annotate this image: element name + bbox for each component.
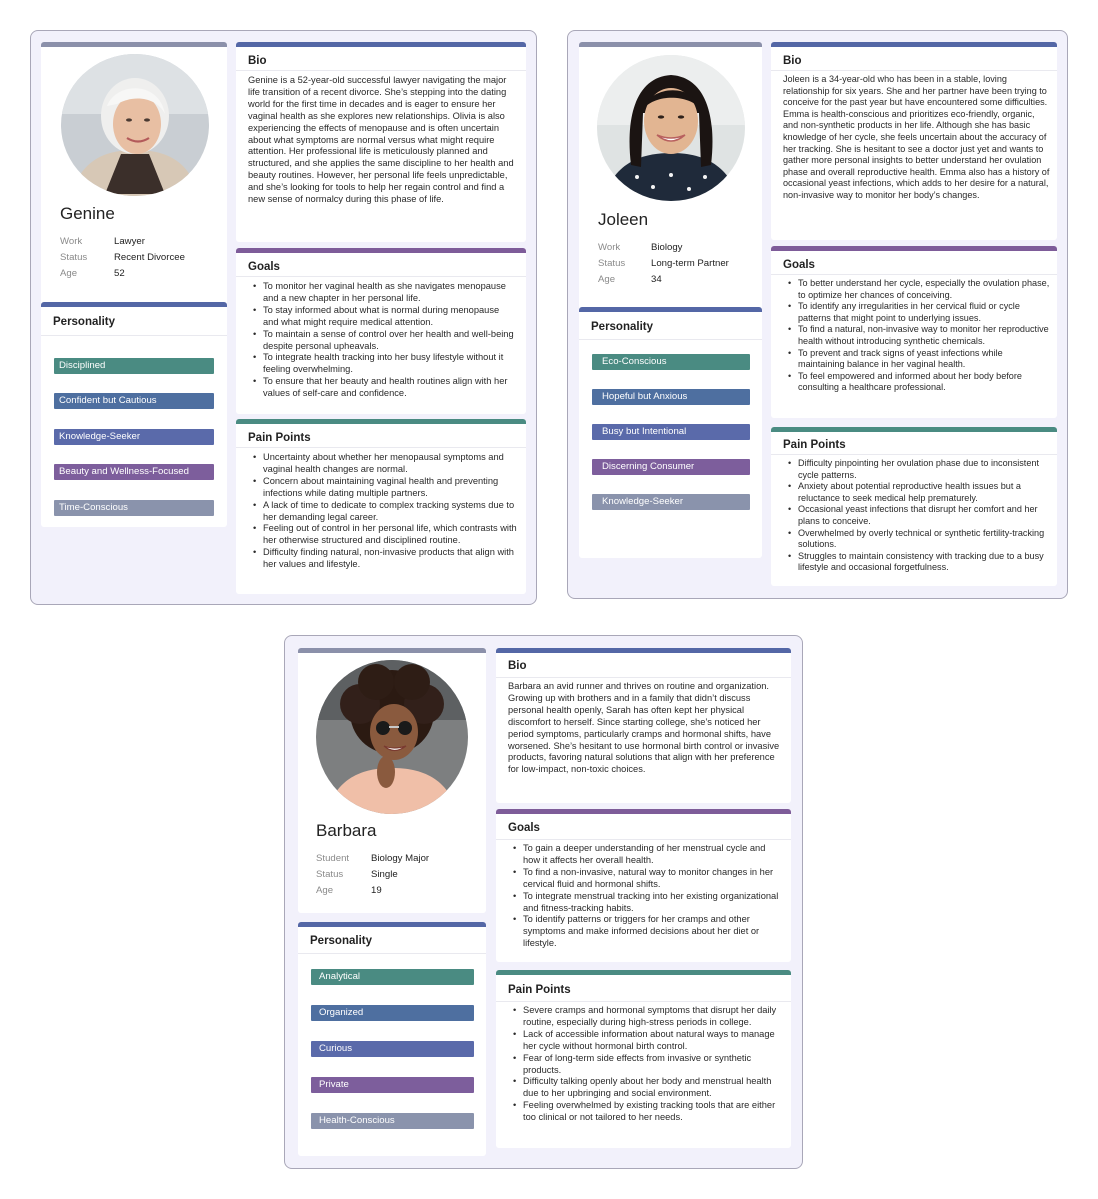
- fact-row: [316, 867, 429, 883]
- fact-value: Single: [371, 869, 398, 880]
- fact-label: Status: [598, 258, 626, 269]
- trait-tag: Discerning Consumer: [592, 459, 750, 475]
- list-item: • Concern about maintaining vaginal health and preventing infections while dating multiple partners.: [253, 476, 517, 500]
- section-divider: [236, 447, 526, 448]
- list-item: • To find a non-invasive, natural way to monitor changes in her cervical fluid and hormonal shifts.: [513, 867, 783, 891]
- card-accent-bar: [496, 809, 791, 814]
- list-item: • To prevent and track signs of yeast infections while maintaining balance in her vaginal health.: [788, 348, 1050, 371]
- pain-points-list: [788, 458, 1050, 574]
- list-item: • To monitor her vaginal health as she navigates menopause and a new chapter in her personal life.: [253, 281, 517, 305]
- avatar-photo: [316, 660, 468, 814]
- fact-value: Long-term Partner: [651, 258, 729, 269]
- list-item: • To stay informed about what is normal during menopause and what might require medical attention.: [253, 305, 517, 329]
- fact-value: Lawyer: [114, 236, 145, 247]
- card-accent-bar: [579, 307, 762, 312]
- list-item: • To identify patterns or triggers for her cramps and other symptoms and make informed decisions about her diet or lifestyle.: [513, 914, 783, 950]
- list-item: • To identify any irregularities in her cervical fluid or cycle patterns that might point to underlying issues.: [788, 301, 1050, 324]
- bio-title: Bio: [508, 660, 527, 672]
- fact-row: [60, 234, 185, 250]
- section-divider: [236, 276, 526, 277]
- fact-label: Age: [598, 274, 616, 285]
- bio-text: Joleen is a 34-year-old who has been in a stable, loving relationship for six years. She and her partner have been trying to conceive for the past year but have encountered some difficulties. Emma is health-conscious and prioritizes eco-friendly, organic, and non-synthetic products in her life. Although she has basic knowledge of her cycle, she feels uncertain about the accuracy of her tracking. She is hesitant to see a doctor just yet and wants to gather more personal insights to better understand her ovulation phase and overall reproductive health. Emma also has a history of occasional yeast infections, which adds to her desire for a natural, non-invasive way to monitor her body’s changes.: [783, 74, 1050, 200]
- list-item: • To ensure that her beauty and health routines align with her values of self-care and confidence.: [253, 376, 517, 400]
- card-accent-bar: [298, 648, 486, 653]
- card-accent-bar: [771, 246, 1057, 251]
- fact-label: Age: [316, 885, 334, 896]
- bio-text: Barbara an avid runner and thrives on routine and organization. Growing up with brothers and in a family that didn’t discuss personal health openly, Sarah has often kept her physical discomfort to herself. Since starting college, she’s noticed her period symptoms, particularly cramps and hormonal shifts, have worsened. She’s hesitant to use hormonal birth control or invasive products, favoring natural solutions that align with her preference for low-impact, non-toxic choices.: [508, 681, 780, 775]
- fact-value: Biology: [651, 242, 683, 253]
- fact-value: 19: [371, 885, 382, 896]
- bio-text: Genine is a 52-year-old successful lawyer navigating the major life transition of a recent divorce. She’s stepping into the dating world for the first time in decades and is eager to ensure her vaginal health as she explores new relationships. Olivia is also experiencing the effects of menopause and is often uncertain about what symptoms are normal versus what might require attention. Her professional life is meticulously planned and structured, and she applies the same discipline to her health and beauty routines. However, her personal life feels unpredictable, and she’s looking for tools to help her regain control and find a new sense of normalcy during this phase of life.: [248, 75, 514, 205]
- list-item: • Feeling overwhelmed by existing tracking tools that are either too clinical or not tailored to her needs.: [513, 1100, 783, 1124]
- trait-tag: Time-Conscious: [54, 500, 214, 516]
- list-item: • Anxiety about potential reproductive health issues but a reluctance to seek medical help prematurely.: [788, 481, 1050, 504]
- fact-label: Work: [60, 236, 83, 247]
- section-divider: [496, 1001, 791, 1002]
- trait-tag: Private: [311, 1077, 474, 1093]
- trait-tag: Disciplined: [54, 358, 214, 374]
- card-accent-bar: [298, 922, 486, 927]
- persona-facts: [598, 240, 729, 288]
- section-divider: [771, 274, 1057, 275]
- pain-points-list: [513, 1005, 783, 1124]
- fact-row: [598, 272, 729, 288]
- fact-row: [316, 851, 429, 867]
- trait-tag: Hopeful but Anxious: [592, 389, 750, 405]
- goals-list: [253, 281, 517, 400]
- fact-label: Age: [60, 268, 78, 279]
- section-divider: [771, 454, 1057, 455]
- fact-label: Status: [60, 252, 88, 263]
- goals-title: Goals: [508, 822, 540, 834]
- pain-points-title: Pain Points: [248, 432, 311, 444]
- card-accent-bar: [41, 42, 227, 47]
- list-item: • Uncertainty about whether her menopausal symptoms and vaginal health changes are normal.: [253, 452, 517, 476]
- list-item: • To gain a deeper understanding of her menstrual cycle and how it affects her overall health.: [513, 843, 783, 867]
- pain-points-title: Pain Points: [783, 439, 846, 451]
- list-item: • Fear of long-term side effects from invasive or synthetic products.: [513, 1053, 783, 1077]
- trait-tag: Health-Conscious: [311, 1113, 474, 1129]
- list-item: • Overwhelmed by overly technical or synthetic fertility-tracking solutions.: [788, 528, 1050, 551]
- persona-card-genine: [30, 30, 537, 605]
- list-item: • Difficulty talking openly about her body and menstrual health due to her upbringing and social environment.: [513, 1076, 783, 1100]
- list-item: • Difficulty finding natural, non-invasive products that align with her values and lifestyle.: [253, 547, 517, 571]
- card-accent-bar: [579, 42, 762, 47]
- fact-value: Biology Major: [371, 853, 430, 864]
- personality-title: Personality: [53, 316, 115, 328]
- persona-name: Genine: [60, 204, 115, 223]
- persona-name: Barbara: [316, 821, 377, 840]
- goals-title: Goals: [783, 259, 815, 271]
- list-item: • Occasional yeast infections that disrupt her comfort and her plans to conceive.: [788, 504, 1050, 527]
- list-item: • To integrate menstrual tracking into her existing organizational and fitness-tracking habits.: [513, 891, 783, 915]
- section-divider: [496, 677, 791, 678]
- fact-row: [60, 250, 185, 266]
- section-divider: [496, 839, 791, 840]
- trait-tag: Eco-Conscious: [592, 354, 750, 370]
- trait-tag: Knowledge-Seeker: [592, 494, 750, 510]
- goals-list: [788, 278, 1050, 394]
- list-item: • A lack of time to dedicate to complex tracking systems due to her demanding legal career.: [253, 500, 517, 524]
- list-item: • Severe cramps and hormonal symptoms that disrupt her daily routine, especially during high-stress periods in college.: [513, 1005, 783, 1029]
- card-accent-bar: [236, 419, 526, 424]
- fact-row: [60, 266, 185, 282]
- section-divider: [579, 339, 762, 340]
- fact-label: Student: [316, 853, 350, 864]
- list-item: • Difficulty pinpointing her ovulation phase due to inconsistent cycle patterns.: [788, 458, 1050, 481]
- trait-tag: Organized: [311, 1005, 474, 1021]
- persona-facts: [60, 234, 185, 282]
- bio-title: Bio: [783, 55, 802, 67]
- trait-tag: Analytical: [311, 969, 474, 985]
- fact-label: Work: [598, 242, 621, 253]
- list-item: • To integrate health tracking into her busy lifestyle without it feeling overwhelming.: [253, 352, 517, 376]
- section-divider: [41, 335, 227, 336]
- personality-title: Personality: [310, 935, 372, 947]
- persona-name: Joleen: [598, 210, 649, 229]
- fact-row: [316, 883, 429, 899]
- persona-card-joleen: [567, 30, 1068, 599]
- pain-points-list: [253, 452, 517, 571]
- fact-value: 52: [114, 268, 125, 279]
- bio-title: Bio: [248, 55, 267, 67]
- trait-tag: Busy but Intentional: [592, 424, 750, 440]
- fact-row: [598, 256, 729, 272]
- section-divider: [771, 70, 1057, 71]
- card-accent-bar: [771, 427, 1057, 432]
- list-item: • To better understand her cycle, especially the ovulation phase, to optimize her chances of conceiving.: [788, 278, 1050, 301]
- avatar-photo: [61, 54, 209, 196]
- trait-tag: Curious: [311, 1041, 474, 1057]
- list-item: • Struggles to maintain consistency with tracking due to a busy lifestyle and occasional forgetfulness.: [788, 551, 1050, 574]
- card-accent-bar: [496, 648, 791, 653]
- list-item: • Feeling out of control in her personal life, which contrasts with her otherwise structured and disciplined routine.: [253, 523, 517, 547]
- trait-tag: Beauty and Wellness-Focused: [54, 464, 214, 480]
- card-accent-bar: [41, 302, 227, 307]
- fact-row: [598, 240, 729, 256]
- persona-facts: [316, 851, 429, 899]
- pain-points-title: Pain Points: [508, 984, 571, 996]
- section-divider: [298, 953, 486, 954]
- section-divider: [236, 70, 526, 71]
- persona-card-barbara: [284, 635, 803, 1169]
- list-item: • To maintain a sense of control over her health and well-being despite personal upheavals.: [253, 329, 517, 353]
- avatar-photo: [597, 55, 745, 201]
- goals-title: Goals: [248, 261, 280, 273]
- card-accent-bar: [496, 970, 791, 975]
- personality-title: Personality: [591, 321, 653, 333]
- list-item: • To feel empowered and informed about her body before consulting a healthcare professional.: [788, 371, 1050, 394]
- fact-value: 34: [651, 274, 662, 285]
- goals-list: [513, 843, 783, 950]
- card-accent-bar: [771, 42, 1057, 47]
- fact-value: Recent Divorcee: [114, 252, 185, 263]
- card-accent-bar: [236, 42, 526, 47]
- trait-tag: Knowledge-Seeker: [54, 429, 214, 445]
- list-item: • Lack of accessible information about natural ways to manage her cycle without hormonal birth control.: [513, 1029, 783, 1053]
- card-accent-bar: [236, 248, 526, 253]
- list-item: • To find a natural, non-invasive way to monitor her reproductive health without introducing synthetic chemicals.: [788, 324, 1050, 347]
- fact-label: Status: [316, 869, 344, 880]
- trait-tag: Confident but Cautious: [54, 393, 214, 409]
